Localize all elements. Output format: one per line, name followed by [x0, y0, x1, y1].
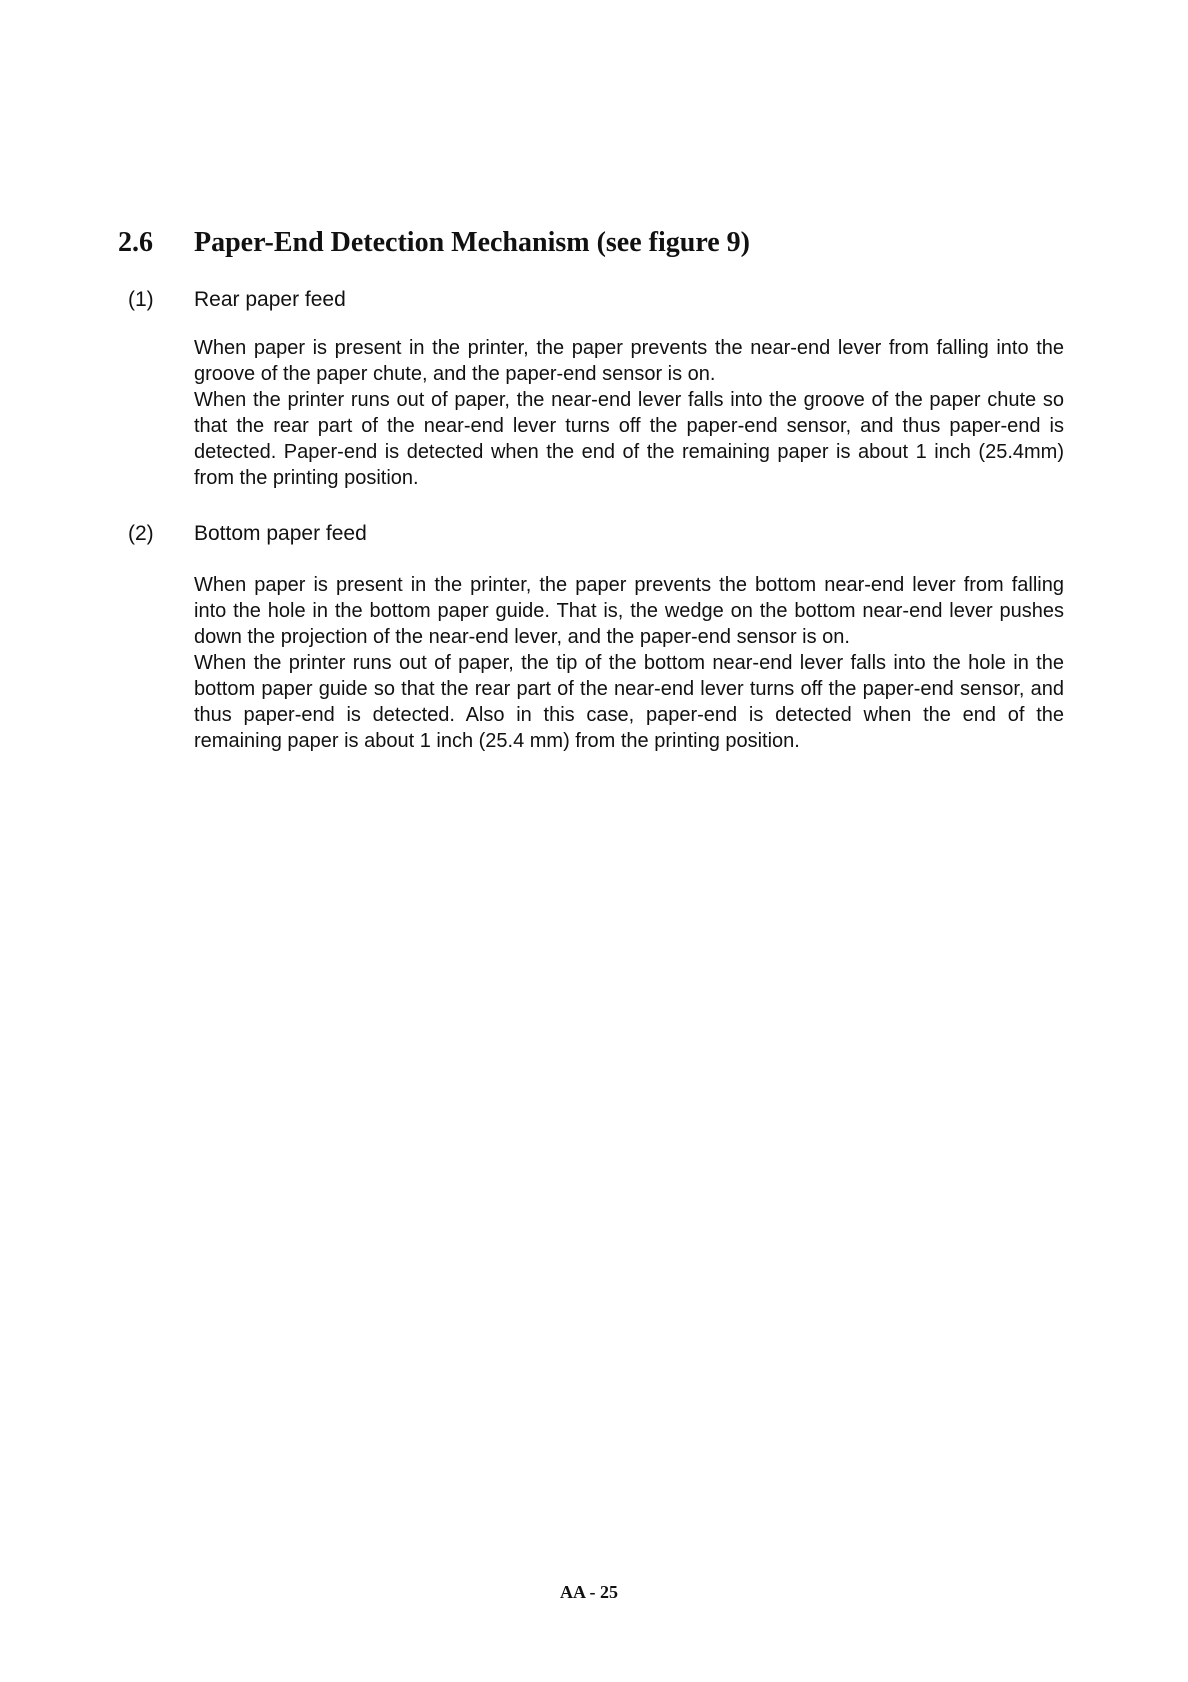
- section-title: Paper-End Detection Mechanism (see figure 9): [194, 227, 750, 258]
- subsection-number: (2): [128, 522, 154, 545]
- page-number: AA - 25: [560, 1582, 618, 1602]
- paragraph: When paper is present in the printer, the paper prevents the bottom near-end lever from falling into the hole in the bottom paper guide. That is, the wedge on the bottom near-end lever pushes down the projection of the near-end lever, and the paper-end sensor is on.: [194, 574, 1064, 648]
- section-number: 2.6: [118, 227, 153, 258]
- paragraph: When the printer runs out of paper, the near-end lever falls into the groove of the paper chute so that the rear part of the near-end lever turns off the paper-end sensor, and thus paper-end is detected. Paper-end is detected when the end of the remaining paper is about 1 inch (25.4mm) from the printing position.: [194, 389, 1064, 489]
- subsection-rear-paper-feed: [128, 287, 1064, 491]
- subsection-title: Bottom paper feed: [194, 522, 367, 545]
- subsection-heading: [128, 287, 1064, 313]
- subsection-number: (1): [128, 288, 154, 311]
- subsection-bottom-paper-feed: [128, 521, 1064, 754]
- section-heading: [118, 226, 750, 260]
- subsection-heading: [128, 521, 1064, 547]
- paragraph: When the printer runs out of paper, the tip of the bottom near-end lever falls into the hole in the bottom paper guide so that the rear part of the near-end lever turns off the paper-end sensor, and thus paper-end is detected. Also in this case, paper-end is detected when the end of the remaining paper is about 1 inch (25.4 mm) from the printing position.: [194, 652, 1064, 752]
- paragraph: When paper is present in the printer, the paper prevents the near-end lever from falling into the groove of the paper chute, and the paper-end sensor is on.: [194, 337, 1064, 385]
- subsection-title: Rear paper feed: [194, 288, 346, 311]
